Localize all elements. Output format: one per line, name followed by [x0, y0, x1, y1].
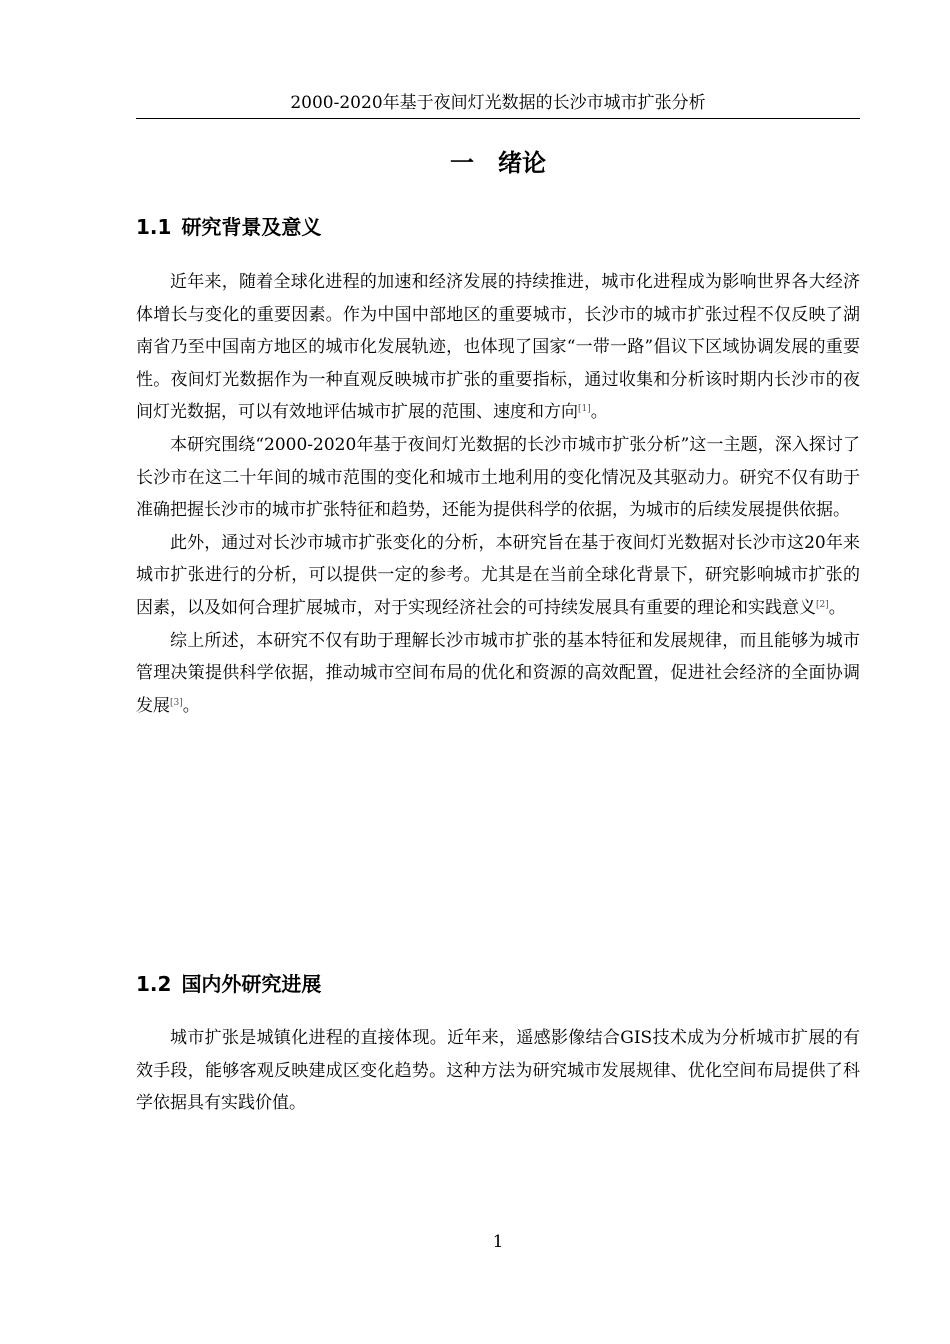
section-1-2-body — [136, 1022, 860, 1120]
running-header: 2000-2020年基于夜间灯光数据的长沙市城市扩张分析 — [290, 93, 706, 113]
section-title: 国内外研究进展 — [181, 972, 322, 996]
paragraph — [136, 1022, 860, 1120]
section-1-1-body — [136, 266, 860, 722]
paragraph — [136, 527, 860, 625]
citation: [1] — [578, 404, 591, 415]
paragraph-text: 近年来，随着全球化进程的加速和经济发展的持续推进，城市化进程成为影响世界各大经济体增长与变化的重要因素。作为中国中部地区的重要城市，长沙市的城市扩张过程不仅反映了湖南省乃至中国南方地区的城市化发展轨迹，也体现了国家“一带一路”倡议下区域协调发展的重要性。夜间灯光数据作为一种直观反映城市扩张的重要指标，通过收集和分析该时期内长沙市的夜间灯光数据，可以有效地评估城市扩展的范围、速度和方向 — [136, 272, 860, 423]
chapter-number: 一 — [450, 149, 474, 177]
paragraph — [136, 625, 860, 723]
paragraph-end: 。 — [182, 695, 200, 716]
section-heading-1-1 — [136, 212, 860, 242]
citation: [2] — [816, 599, 829, 610]
chapter-title — [136, 146, 860, 180]
paragraph-end: 。 — [828, 597, 846, 618]
section-number: 1.1 — [136, 215, 172, 239]
paragraph-end: 。 — [590, 402, 608, 423]
citation: [3] — [170, 697, 183, 708]
page-number: 1 — [492, 1232, 504, 1252]
paragraph — [136, 429, 860, 527]
paragraph-text: 城市扩张是城镇化进程的直接体现。近年来，遥感影像结合GIS技术成为分析城市扩展的有效手段，能够客观反映建成区变化趋势。这种方法为研究城市发展规律、优化空间布局提供了科学依据具有实践价值。 — [136, 1028, 860, 1114]
paragraph — [136, 266, 860, 429]
chapter-title-text: 绪论 — [498, 149, 546, 177]
section-number: 1.2 — [136, 972, 172, 996]
section-heading-1-2 — [136, 969, 860, 999]
paragraph-text: 此外，通过对长沙市城市扩张变化的分析，本研究旨在基于夜间灯光数据对长沙市这20年来城市扩张进行的分析，可以提供一定的参考。尤其是在当前全球化背景下，研究影响城市扩张的因素，以及如何合理扩展城市，对于实现经济社会的可持续发展具有重要的理论和实践意义 — [136, 532, 860, 618]
section-title: 研究背景及意义 — [181, 215, 322, 239]
paragraph-text: 本研究围绕“2000-2020年基于夜间灯光数据的长沙市城市扩张分析”这一主题，深入探讨了长沙市在这二十年间的城市范围的变化和城市土地利用的变化情况及其驱动力。研究不仅有助于准确把握长沙市的城市扩张特征和趋势，还能为提供科学的依据，为城市的后续发展提供依据。 — [136, 434, 860, 521]
paragraph-text: 综上所述，本研究不仅有助于理解长沙市城市扩张的基本特征和发展规律，而且能够为城市管理决策提供科学依据，推动城市空间布局的优化和资源的高效配置，促进社会经济的全面协调发展 — [136, 630, 860, 716]
header-rule — [136, 118, 860, 119]
